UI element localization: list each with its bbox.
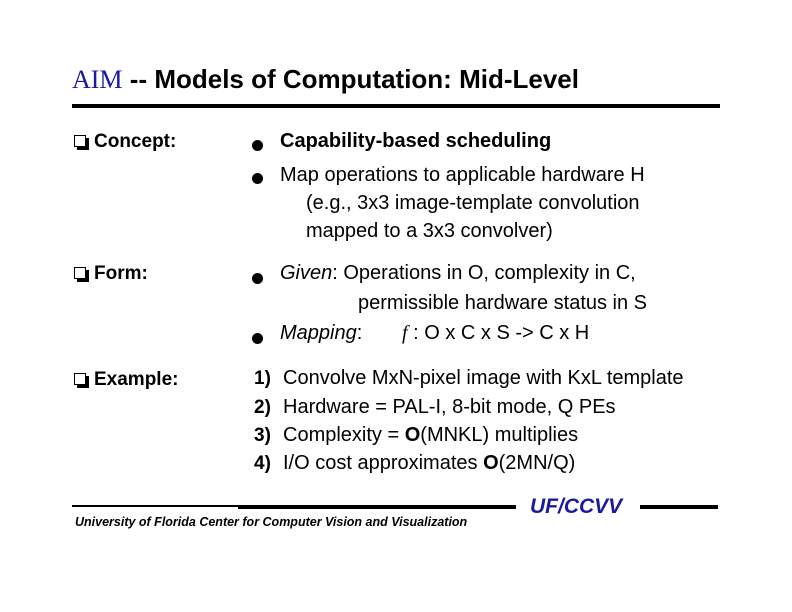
form-given-label: Given: [280, 262, 333, 284]
section-form: [74, 263, 148, 285]
bullet-icon: [252, 173, 263, 184]
title-aim: AIM: [72, 65, 123, 94]
section-concept-label: Concept:: [94, 131, 177, 152]
example-item-4-post: (2MN/Q): [498, 452, 576, 474]
section-form-label: Form:: [94, 263, 148, 284]
big-o-symbol: O: [404, 424, 421, 446]
form-mapping-expression: [402, 322, 589, 345]
bullet-icon: [252, 273, 263, 284]
form-bullet-1-line-2: permissible hardware status in S: [358, 292, 648, 314]
concept-bullet-2-line-1: Map operations to applicable hardware H: [280, 164, 645, 186]
example-item-number: 3): [254, 425, 271, 446]
example-item-4-pre: I/O cost approximates: [283, 452, 484, 474]
section-example-label: Example:: [94, 369, 179, 390]
form-mapping-label: Mapping: [280, 322, 357, 344]
form-mapping-colon: :: [356, 322, 363, 344]
form-given-text: : Operations in O, complexity in C,: [332, 262, 636, 284]
slide-title: [72, 64, 579, 95]
checkbox-bullet-icon: [74, 373, 86, 385]
section-example: [74, 369, 178, 391]
title-text: -- Models of Computation: Mid-Level: [122, 64, 579, 94]
example-item-4: [283, 452, 575, 475]
example-item-1: Convolve MxN-pixel image with KxL template: [283, 367, 684, 389]
section-concept: [74, 131, 176, 153]
concept-bullet-2-line-2: (e.g., 3x3 image-template convolution: [306, 192, 640, 214]
big-o-symbol: O: [483, 452, 499, 474]
example-item-2: Hardware = PAL-I, 8-bit mode, Q PEs: [283, 396, 616, 418]
example-item-number: 1): [254, 368, 271, 389]
example-item-3-pre: Complexity =: [283, 424, 405, 446]
checkbox-bullet-icon: [74, 135, 86, 147]
example-item-3-post: (MNKL) multiplies: [420, 424, 579, 446]
concept-bullet-1: Capability-based scheduling: [280, 130, 552, 152]
footer-rule-right: [640, 505, 718, 509]
title-divider: [72, 104, 720, 108]
bullet-icon: [252, 140, 263, 151]
bullet-icon: [252, 333, 263, 344]
example-item-number: 4): [254, 453, 271, 474]
footer-rule-middle: [238, 505, 516, 509]
form-bullet-1: [280, 262, 636, 285]
concept-bullet-2-line-3: mapped to a 3x3 convolver): [306, 220, 553, 242]
example-item-number: 2): [254, 397, 271, 418]
form-mapping-text: : O x C x S -> C x H: [407, 322, 590, 344]
footer-brand-logo: UF/CCVV: [530, 495, 623, 518]
checkbox-bullet-icon: [74, 267, 86, 279]
footer-institution: University of Florida Center for Computer Vision and Visualization: [75, 515, 468, 529]
example-item-3: [283, 424, 578, 447]
form-bullet-2: [280, 322, 362, 345]
footer-rule-left: [72, 505, 238, 507]
form-mapping-function: f: [402, 322, 408, 344]
